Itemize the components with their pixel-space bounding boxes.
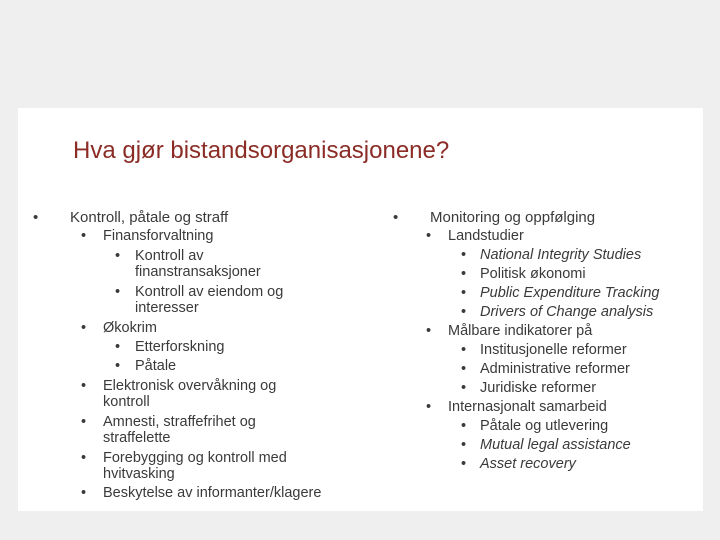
bullet-icon: •: [461, 304, 467, 320]
bullet-icon: •: [115, 358, 121, 374]
list-item: [393, 265, 703, 284]
list-item-text: Beskytelse av informanter/klagere: [103, 485, 322, 501]
bullet-icon: •: [461, 437, 467, 453]
bullet-icon: •: [461, 380, 467, 396]
list-item-text: Økokrim: [103, 320, 157, 336]
list-item: [393, 227, 703, 246]
bullet-icon: •: [81, 378, 87, 394]
list-item: [33, 357, 353, 376]
list-item: [33, 338, 353, 357]
list-item: [393, 208, 703, 227]
bullet-icon: •: [115, 284, 121, 300]
list-item-text: Påtale og utlevering: [480, 418, 609, 434]
list-item-text: Politisk økonomi: [480, 266, 586, 282]
list-item-text: Forebygging og kontroll med hvitvasking: [103, 450, 287, 482]
list-item-text: National Integrity Studies: [480, 247, 642, 263]
list-item-text: Administrative reformer: [480, 361, 630, 377]
slide-title: Hva gjør bistandsorganisasjonene?: [73, 137, 450, 164]
list-item: [393, 455, 703, 474]
bullet-icon: •: [115, 248, 121, 264]
left-column: [33, 208, 353, 503]
list-item: [33, 484, 353, 503]
bullet-icon: •: [81, 450, 87, 466]
bullet-icon: •: [81, 320, 87, 336]
bullet-icon: •: [426, 399, 432, 415]
list-item-text: Påtale: [135, 358, 177, 374]
list-item-text: Kontroll av eiendom og interesser: [135, 284, 284, 316]
list-item-text: Finansforvaltning: [103, 228, 214, 244]
list-item: [393, 360, 703, 379]
right-column: [393, 208, 703, 474]
bullet-icon: •: [81, 485, 87, 501]
list-item: [33, 208, 353, 227]
bullet-icon: •: [426, 323, 432, 339]
bullet-icon: •: [461, 342, 467, 358]
list-item: [33, 378, 308, 410]
list-item-text: Mutual legal assistance: [480, 437, 631, 453]
list-item: [33, 227, 353, 246]
list-item: [33, 248, 315, 280]
list-item-text: Målbare indikatorer på: [448, 323, 593, 339]
bullet-icon: •: [33, 209, 39, 226]
list-item-text: Amnesti, straffefrihet og straffelette: [103, 414, 256, 446]
bullet-icon: •: [393, 209, 399, 226]
list-item: [393, 417, 703, 436]
right-heading: Monitoring og oppfølging: [430, 209, 596, 226]
bullet-icon: •: [461, 456, 467, 472]
list-item: [393, 246, 703, 265]
list-item: [33, 319, 353, 338]
list-item-text: Internasjonalt samarbeid: [448, 399, 607, 415]
list-item-text: Asset recovery: [480, 456, 576, 472]
list-item: [393, 303, 703, 322]
bullet-icon: •: [461, 418, 467, 434]
list-item: [393, 322, 703, 341]
list-item: [393, 379, 703, 398]
list-item: [33, 450, 318, 482]
bullet-icon: •: [426, 228, 432, 244]
list-item-text: Landstudier: [448, 228, 524, 244]
bullet-icon: •: [461, 266, 467, 282]
list-item-text: Etterforskning: [135, 339, 225, 355]
bullet-icon: •: [461, 285, 467, 301]
list-item-text: Institusjonelle reformer: [480, 342, 627, 358]
bullet-icon: •: [81, 414, 87, 430]
list-item-text: Kontroll av finanstransaksjoner: [135, 248, 261, 280]
left-heading: Kontroll, påtale og straff: [70, 209, 229, 226]
bullet-icon: •: [81, 228, 87, 244]
list-item: [33, 284, 350, 316]
bullet-icon: •: [461, 361, 467, 377]
list-item-text: Drivers of Change analysis: [480, 304, 654, 320]
list-item: [393, 341, 703, 360]
list-item-text: Juridiske reformer: [480, 380, 597, 396]
list-item: [393, 436, 703, 455]
list-item-text: Elektronisk overvåkning og kontroll: [103, 378, 277, 410]
bullet-icon: •: [461, 247, 467, 263]
list-item: [33, 414, 283, 446]
list-item: [393, 398, 703, 417]
bullet-icon: •: [115, 339, 121, 355]
list-item: [393, 284, 703, 303]
list-item-text: Public Expenditure Tracking: [480, 285, 660, 301]
